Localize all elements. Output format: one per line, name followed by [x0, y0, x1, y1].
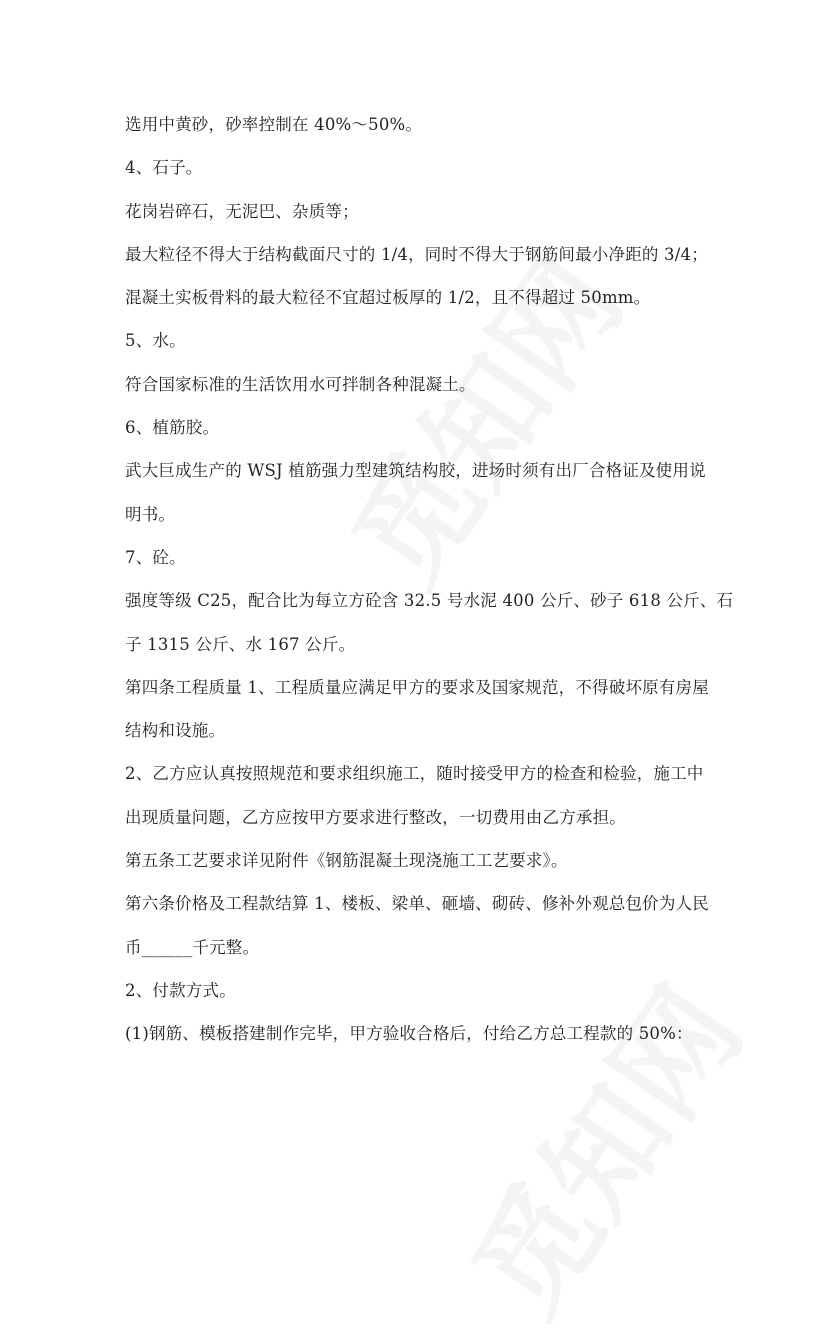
section-heading: 5、水。: [125, 331, 186, 351]
section-heading: 6、植筋胶。: [125, 418, 220, 438]
text-line: 符合国家标准的生活饮用水可拌制各种混凝土。: [125, 374, 476, 394]
text-line: 第六条价格及工程款结算 1、楼板、梁单、砸墙、砌砖、修补外观总包价为人民: [125, 894, 709, 914]
text-line: 花岗岩碎石，无泥巴、杂质等；: [125, 201, 359, 221]
text-line: 选用中黄砂，砂率控制在 40%～50%。: [125, 115, 423, 134]
text-line: (1)钢筋、模板搭建制作完毕，甲方验收合格后，付给乙方总工程款的 50%：: [125, 1024, 693, 1044]
text-line: 子 1315 公斤、水 167 公斤。: [125, 634, 356, 654]
text-line: 结构和设施。: [125, 721, 226, 741]
text-line: 混凝土实板骨料的最大粒径不宜超过板厚的 1/2，且不得超过 50mm。: [125, 288, 651, 308]
section-heading: 4、石子。: [125, 158, 203, 178]
text-line: 2、乙方应认真按照规范和要求组织施工，随时接受甲方的检查和检验，施工中: [125, 764, 704, 784]
text-line: 明书。: [125, 504, 176, 524]
text-line: 第五条工艺要求详见附件《钢筋混凝土现浇施工工艺要求》。: [125, 851, 568, 871]
text-line: 第四条工程质量 1、工程质量应满足甲方的要求及国家规范，不得破坏原有房屋: [125, 677, 709, 697]
section-heading: 2、付款方式。: [125, 980, 236, 1000]
text-line: 出现质量问题，乙方应按甲方要求进行整改，一切费用由乙方承担。: [125, 807, 626, 827]
section-heading: 7、砼。: [125, 547, 186, 567]
text-line: 币______千元整。: [125, 937, 260, 957]
document-body: [125, 112, 734, 1065]
text-line: 最大粒径不得大于结构截面尺寸的 1/4，同时不得大于钢筋间最小净距的 3/4；: [125, 244, 708, 264]
text-line: 武大巨成生产的 WSJ 植筋强力型建筑结构胶，进场时须有出厂合格证及使用说: [125, 461, 706, 481]
text-line: 强度等级 C25，配合比为每立方砼含 32.5 号水泥 400 公斤、砂子 618 公斤、石: [125, 591, 734, 611]
